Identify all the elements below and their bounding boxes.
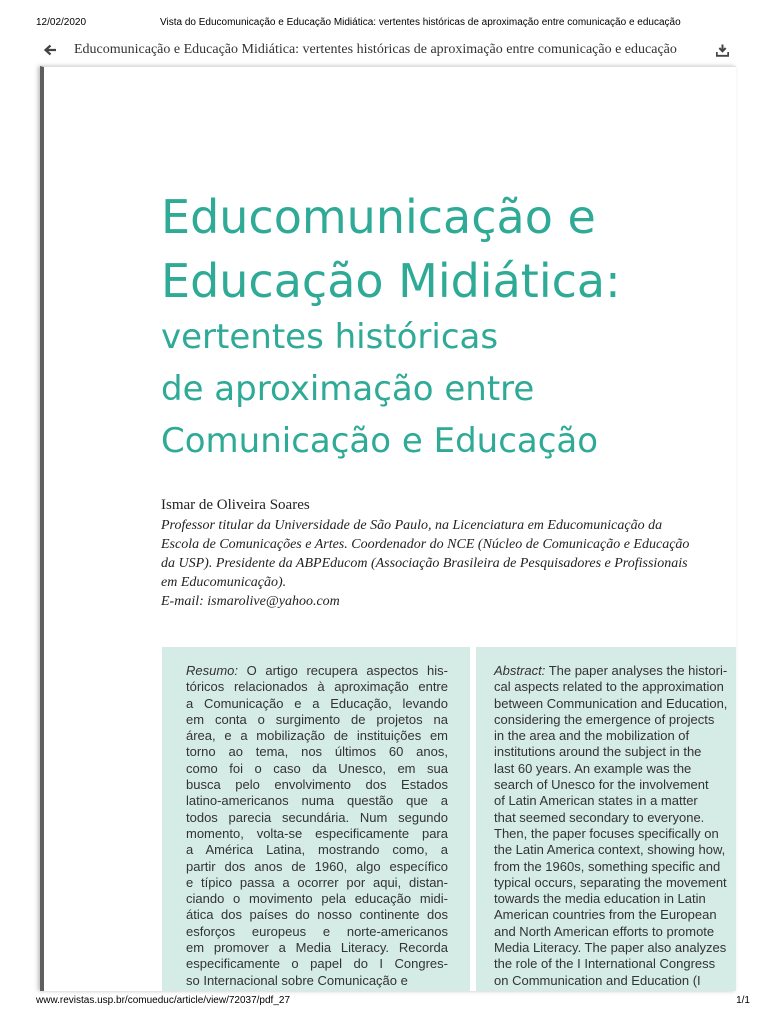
resumo-text: O artigo recupera aspectos his-: [246, 663, 448, 678]
resumo-line: especificamente o papel do I Congres-: [186, 956, 448, 972]
article-title: [161, 185, 621, 313]
author-bio-line: da USP). Presidente da ABPEducom (Associação Brasileira de Pesquisadores e Profissionais: [161, 556, 688, 571]
author-bio-line: Escola de Comunicações e Artes. Coordenador do NCE (Núcleo de Comunicação e Educação: [161, 537, 690, 552]
abstract-line: American countries from the European: [494, 907, 717, 923]
resumo-line: momento, volta-se especificamente para: [186, 825, 448, 841]
abstract-line: between Communication and Education,: [494, 695, 728, 711]
abstract-line: towards the media education in Latin: [494, 891, 706, 907]
abstract-line: on Communication and Education (I: [494, 972, 701, 988]
download-icon: [716, 44, 729, 57]
print-footer: [0, 992, 768, 1012]
abstract-line: institutions around the subject in the: [494, 744, 702, 760]
author-email: E-mail: ismarolive@yahoo.com: [161, 594, 340, 609]
resumo-label: Resumo:: [186, 663, 239, 678]
abstract-line: that seemed secondary to everyone.: [494, 809, 705, 825]
resumo-line: em conta o surgimento de projetos na: [186, 711, 448, 727]
resumo-line: a América Latina, mostrando como, a: [186, 842, 448, 858]
print-page-title: Vista do Educomunicação e Educação Midiática: vertentes históricas de aproximação entre comunicação e educação: [160, 17, 681, 28]
back-button[interactable]: [38, 38, 62, 62]
article-subtitle-line: Comunicação e Educação: [161, 421, 599, 461]
abstract-text: The paper analyses the histori-: [548, 663, 728, 678]
resumo-line: esforços europeus e norte-americanos: [186, 923, 448, 939]
abstract-line: Media Literacy. The paper also analyzes: [494, 940, 727, 956]
download-button[interactable]: [712, 40, 732, 60]
abstract-line: Then, the paper focuses specifically on: [494, 825, 719, 841]
arrow-left-icon: [43, 43, 57, 57]
article-subtitle-line: vertentes históricas: [161, 317, 499, 357]
abstract-label: Abstract:: [494, 663, 546, 678]
article-title-line: Educação Midiática:: [161, 254, 621, 308]
resumo-line: área, e a mobilização de instituições em: [186, 728, 448, 744]
pdf-viewport[interactable]: [40, 66, 736, 991]
author-name: Ismar de Oliveira Soares: [161, 497, 310, 513]
print-page-number: 1/1: [736, 995, 750, 1006]
resumo-line: busca pelo envolvimento dos Estados: [186, 777, 448, 793]
article-subtitle: [161, 311, 598, 467]
pdf-viewer-toolbar: [36, 36, 732, 64]
resumo-line: a Comunicação e a Educação, levando: [186, 695, 448, 711]
abstract-line: the role of the I International Congress: [494, 956, 716, 972]
resumo-line: em promover a Media Literacy. Recorda: [186, 940, 448, 956]
resumo-line: como foi o caso da Unesco, em sua: [186, 760, 448, 776]
abstract-line: cal aspects related to the approximation: [494, 679, 724, 695]
pdf-page: [44, 67, 736, 991]
abstract-line: last 60 years. An example was the: [494, 760, 692, 776]
print-date: 12/02/2020: [36, 17, 87, 28]
resumo-box: [162, 647, 470, 991]
print-url: www.revistas.usp.br/comueduc/article/view/72037/pdf_27: [36, 995, 291, 1006]
resumo-line: ciando o movimento pela educação midi-: [186, 891, 448, 907]
resumo-line: partir dos anos de 1960, algo específico: [186, 858, 448, 874]
resumo-line: [186, 663, 448, 679]
abstract-line: typical occurs, separating the movement: [494, 874, 727, 890]
author-bio-line: Professor titular da Universidade de São Paulo, na Licenciatura em Educomunicação da: [161, 518, 663, 533]
author-bio-line: em Educomunicação).: [161, 575, 287, 590]
abstract-line: from the 1960s, something specific and: [494, 858, 721, 874]
abstract-line: in the area and the mobilization of: [494, 728, 690, 744]
abstract-line: the Latin America context, showing how,: [494, 842, 726, 858]
abstract-line: search of Unesco for the involvement: [494, 777, 709, 793]
article-title-line: Educomunicação e: [161, 190, 596, 244]
viewer-document-title: Educomunicação e Educação Midiática: vertentes históricas de aproximação entre comunicação e educação: [74, 42, 677, 57]
article-subtitle-line: de aproximação entre: [161, 369, 535, 409]
abstract-line: considering the emergence of projects: [494, 711, 715, 727]
resumo-line: torno ao tema, nos últimos 60 anos,: [186, 744, 448, 760]
abstract-line: of Latin American states in a matter: [494, 793, 698, 809]
abstract-line: [494, 663, 736, 679]
resumo-line: latino-americanos numa questão que a: [186, 793, 448, 809]
resumo-line: todos parecia secundária. Num segundo: [186, 809, 448, 825]
resumo-line: ática dos países do nosso continente dos: [186, 907, 448, 923]
resumo-line: tóricos relacionados à aproximação entre: [186, 679, 448, 695]
abstract-box: [476, 647, 736, 991]
print-header: [0, 0, 768, 40]
author-bio: [161, 516, 736, 611]
abstract-line: and North American efforts to promote: [494, 923, 715, 939]
resumo-line: so Internacional sobre Comunicação e: [186, 972, 408, 988]
resumo-line: e típico passa a ocorrer por aqui, distan-: [186, 874, 448, 890]
